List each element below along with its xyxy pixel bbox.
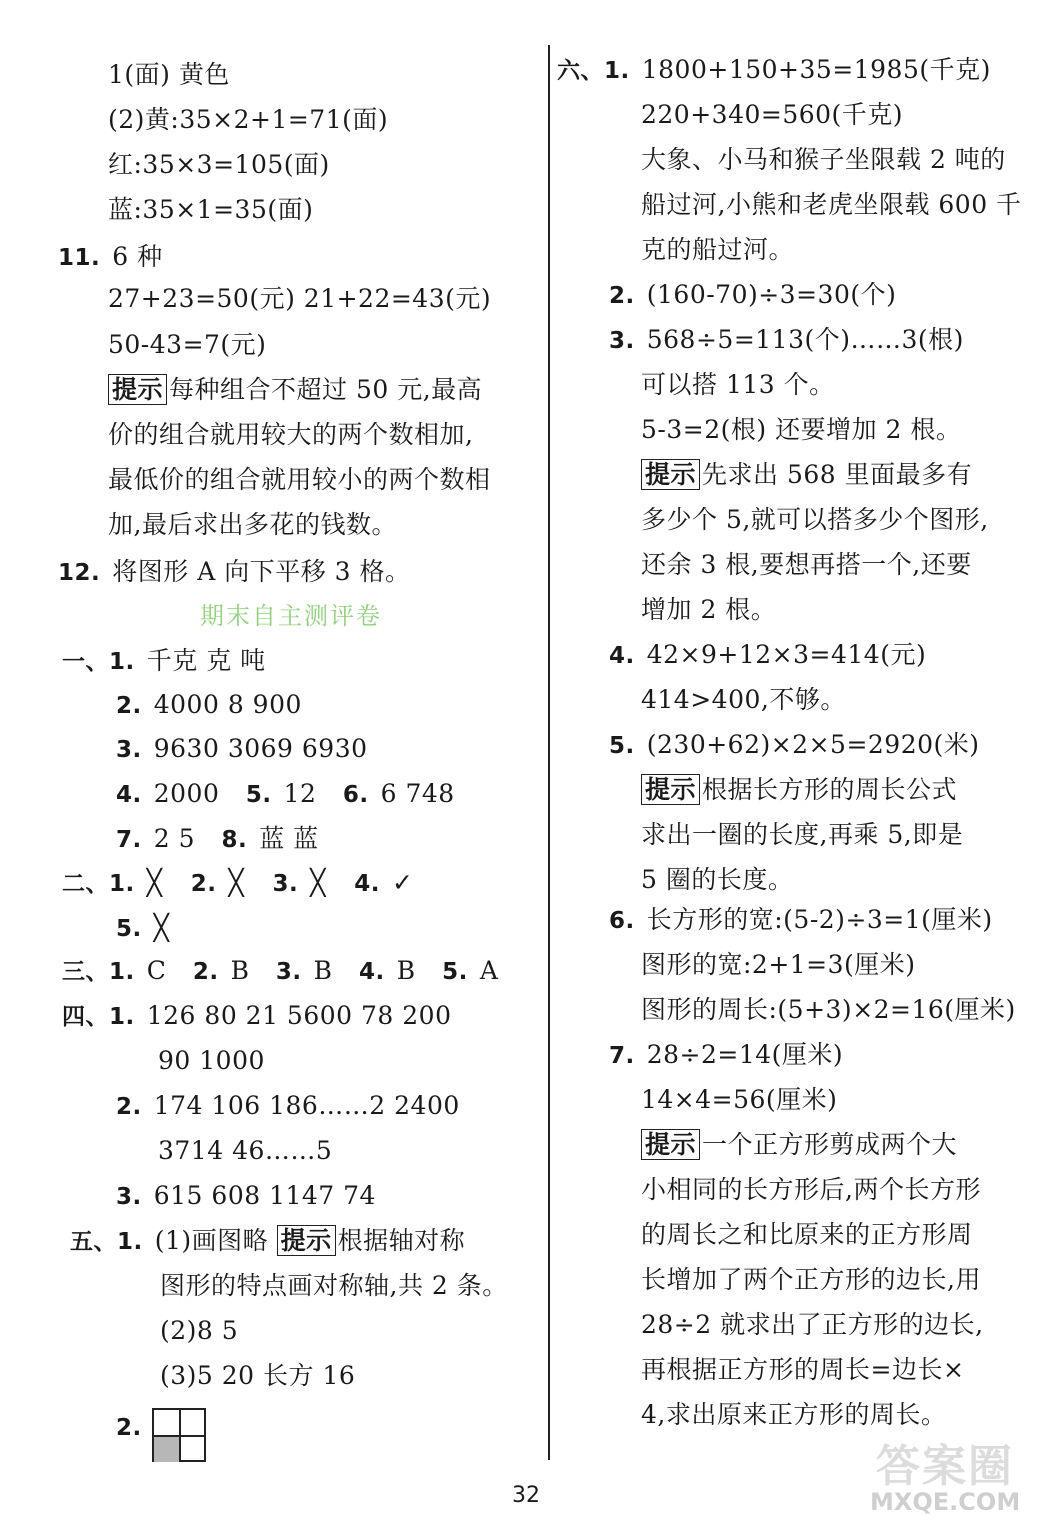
answer-line — [116, 779, 455, 810]
hint-label: 提示 — [641, 459, 700, 490]
question-number: 11. — [58, 245, 101, 271]
answer-text: 6 种 — [112, 242, 163, 271]
answer-line — [609, 1040, 843, 1071]
hint-line: 增加 2 根。 — [641, 595, 777, 624]
section-heading: 四、1. — [62, 1004, 135, 1030]
page-number: 32 — [512, 1483, 540, 1508]
question-12 — [58, 557, 411, 588]
hint-label: 提示 — [108, 374, 167, 405]
section-1-line — [62, 646, 266, 677]
watermark-logo — [870, 1430, 1030, 1520]
answer-text: 9630 3069 6930 — [153, 734, 368, 763]
answer-line: 大象、小马和猴子坐限载 2 吨的 — [641, 145, 1006, 174]
hint-line: 价的组合就用较大的两个数相加, — [108, 420, 474, 449]
question-number: 3. — [275, 959, 302, 985]
question-number: 5. — [116, 916, 142, 942]
section-heading: 六、1. — [557, 58, 630, 84]
answer-text: A — [479, 956, 499, 985]
section-3-line — [62, 956, 498, 987]
hint-label: 提示 — [641, 774, 700, 805]
answer-line: 3714 46……5 — [158, 1136, 333, 1165]
question-number: 2. — [116, 1415, 142, 1441]
answer-line — [116, 913, 169, 944]
answer-text: 将图形 A 向下平移 3 格。 — [112, 557, 411, 586]
answer-text: 2000 — [153, 779, 220, 808]
question-number: 5. — [245, 782, 272, 808]
hint-text: 先求出 568 里面最多有 — [702, 460, 973, 489]
hint-line — [108, 375, 482, 405]
section-title: 期末自主测评卷 — [200, 602, 382, 630]
section-2-line — [62, 868, 414, 899]
question-number: 2. — [116, 1094, 142, 1120]
answer-line: 90 1000 — [158, 1046, 265, 1075]
answer-line — [609, 640, 926, 671]
answer-line — [116, 1091, 460, 1122]
hint-line: 图形的特点画对称轴,共 2 条。 — [160, 1271, 508, 1300]
hint-label: 提示 — [277, 1225, 336, 1256]
question-number: 8. — [221, 827, 248, 853]
cross-mark: ╳ — [146, 868, 163, 897]
answer-line: (2)8 5 — [160, 1316, 239, 1345]
answer-line: 图形的周长:(5+3)×2=16(厘米) — [641, 995, 1016, 1024]
answer-line: 50-43=7(元) — [108, 330, 267, 359]
grid-line — [154, 1435, 204, 1437]
watermark-site-text: MXQE.COM — [870, 1488, 1021, 1516]
hint-line — [641, 1130, 957, 1160]
question-number: 6. — [609, 908, 635, 934]
hint-line — [641, 460, 972, 490]
grid-figure — [152, 1408, 206, 1462]
hint-line: 加,最后求出多花的钱数。 — [108, 510, 397, 539]
question-number: 3. — [609, 328, 635, 354]
answer-line — [609, 325, 964, 356]
answer-text: 174 106 186……2 2400 — [153, 1091, 460, 1120]
answer-text: C — [146, 956, 167, 985]
question-number: 3. — [116, 1184, 142, 1210]
hint-line: 小相同的长方形后,两个长方形 — [641, 1175, 981, 1204]
column-divider — [548, 45, 550, 1460]
section-4-line — [62, 1001, 451, 1032]
answer-line: 可以搭 113 个。 — [641, 370, 835, 399]
answer-line: 蓝:35×1=35(面) — [108, 195, 314, 224]
answer-text: 568÷5=113(个)……3(根) — [646, 325, 964, 354]
answer-line: (3)5 20 长方 16 — [160, 1361, 356, 1390]
answer-line — [609, 905, 993, 936]
answer-text: B — [230, 956, 250, 985]
answer-line: 船过河,小熊和老虎坐限载 600 千 — [641, 190, 1022, 219]
hint-text: 根据长方形的周长公式 — [702, 775, 958, 804]
question-11 — [58, 242, 163, 273]
question-number: 2. — [190, 871, 217, 897]
answer-text: 蓝 蓝 — [259, 824, 319, 853]
answer-text: 千克 克 吨 — [146, 646, 266, 675]
answer-line — [116, 734, 368, 765]
answer-line: 1(面) 黄色 — [108, 60, 230, 89]
question-number: 5. — [609, 733, 635, 759]
section-6-line — [557, 55, 991, 86]
hint-line: 28÷2 就求出了正方形的边长, — [641, 1310, 984, 1339]
answer-line — [116, 1412, 154, 1443]
question-number: 4. — [609, 643, 635, 669]
hint-text: 一个正方形剪成两个大 — [702, 1130, 958, 1159]
answer-text: 长方形的宽:(5-2)÷3=1(厘米) — [646, 905, 993, 934]
question-number: 7. — [609, 1043, 635, 1069]
answer-line — [116, 690, 302, 721]
cross-mark: ╳ — [153, 913, 170, 942]
answer-text: 12 — [283, 779, 317, 808]
hint-line: 求出一圈的长度,再乘 5,即是 — [641, 820, 964, 849]
question-number: 2. — [116, 693, 142, 719]
answer-line: 27+23=50(元) 21+22=43(元) — [108, 284, 492, 313]
section-heading: 二、1. — [62, 871, 135, 897]
answer-line: 图形的宽:2+1=3(厘米) — [641, 950, 916, 979]
question-number: 6. — [342, 782, 369, 808]
section-heading: 一、1. — [62, 649, 135, 675]
watermark-logo-text: 答案圈 — [876, 1441, 1014, 1492]
hint-text: 根据轴对称 — [337, 1226, 466, 1255]
check-mark: ✓ — [392, 868, 414, 897]
question-number: 3. — [272, 871, 299, 897]
question-number: 5. — [442, 959, 468, 985]
answer-line: (2)黄:35×2+1=71(面) — [108, 105, 389, 134]
answer-line — [609, 730, 980, 761]
answer-line — [116, 1181, 376, 1212]
answer-line: 红:35×3=105(面) — [108, 150, 330, 179]
hint-line: 长增加了两个正方形的边长,用 — [641, 1265, 981, 1294]
section-heading: 三、1. — [62, 959, 135, 985]
answer-text: 28÷2=14(厘米) — [646, 1040, 844, 1069]
answer-line: 14×4=56(厘米) — [641, 1085, 838, 1114]
cross-mark: ╳ — [310, 868, 326, 897]
answer-text: (230+62)×2×5=2920(米) — [646, 730, 980, 759]
answer-text: 126 80 21 5600 78 200 — [146, 1001, 452, 1030]
question-number: 4. — [359, 959, 385, 985]
hint-line — [641, 775, 957, 805]
hint-line: 最低价的组合就用较小的两个数相 — [108, 465, 491, 494]
answer-text: B — [396, 956, 416, 985]
answer-line — [609, 280, 896, 311]
answer-text: 6 748 — [380, 779, 455, 808]
question-number: 4. — [116, 782, 142, 808]
hint-line: 的周长之和比原来的正方形周 — [641, 1220, 973, 1249]
answer-text: 4000 8 900 — [153, 690, 302, 719]
answer-text: (1)画图略 — [154, 1226, 277, 1255]
question-number: 4. — [354, 871, 381, 897]
cross-mark: ╳ — [228, 868, 245, 897]
question-number: 7. — [116, 827, 142, 853]
hint-label: 提示 — [641, 1129, 700, 1160]
answer-line: 414>400,不够。 — [641, 685, 846, 714]
answer-line: 克的船过河。 — [641, 235, 795, 264]
section-heading: 五、1. — [70, 1229, 143, 1255]
hint-line: 再根据正方形的周长=边长× — [641, 1355, 965, 1384]
hint-line: 多少个 5,就可以搭多少个图形, — [641, 505, 989, 534]
answer-text: 2 5 — [153, 824, 196, 853]
answer-text: B — [313, 956, 333, 985]
shaded-cell — [154, 1437, 179, 1462]
hint-text: 每种组合不超过 50 元,最高 — [169, 375, 483, 404]
question-number: 2. — [192, 959, 219, 985]
answer-text: 42×9+12×3=414(元) — [646, 640, 927, 669]
answer-line: 220+340=560(千克) — [641, 100, 904, 129]
answer-line — [116, 824, 319, 855]
question-number: 3. — [116, 737, 142, 763]
answer-text: (160-70)÷3=30(个) — [646, 280, 897, 309]
question-number: 12. — [58, 560, 101, 586]
hint-line: 4,求出原来正方形的周长。 — [641, 1400, 947, 1429]
answer-text: 615 608 1147 74 — [153, 1181, 376, 1210]
hint-line: 5 圈的长度。 — [641, 865, 794, 894]
hint-line: 还余 3 根,要想再搭一个,还要 — [641, 550, 972, 579]
answer-line: 5-3=2(根) 还要增加 2 根。 — [641, 415, 962, 444]
section-5-line — [70, 1226, 465, 1257]
answer-text: 1800+150+35=1985(千克) — [641, 55, 991, 84]
question-number: 2. — [609, 283, 635, 309]
